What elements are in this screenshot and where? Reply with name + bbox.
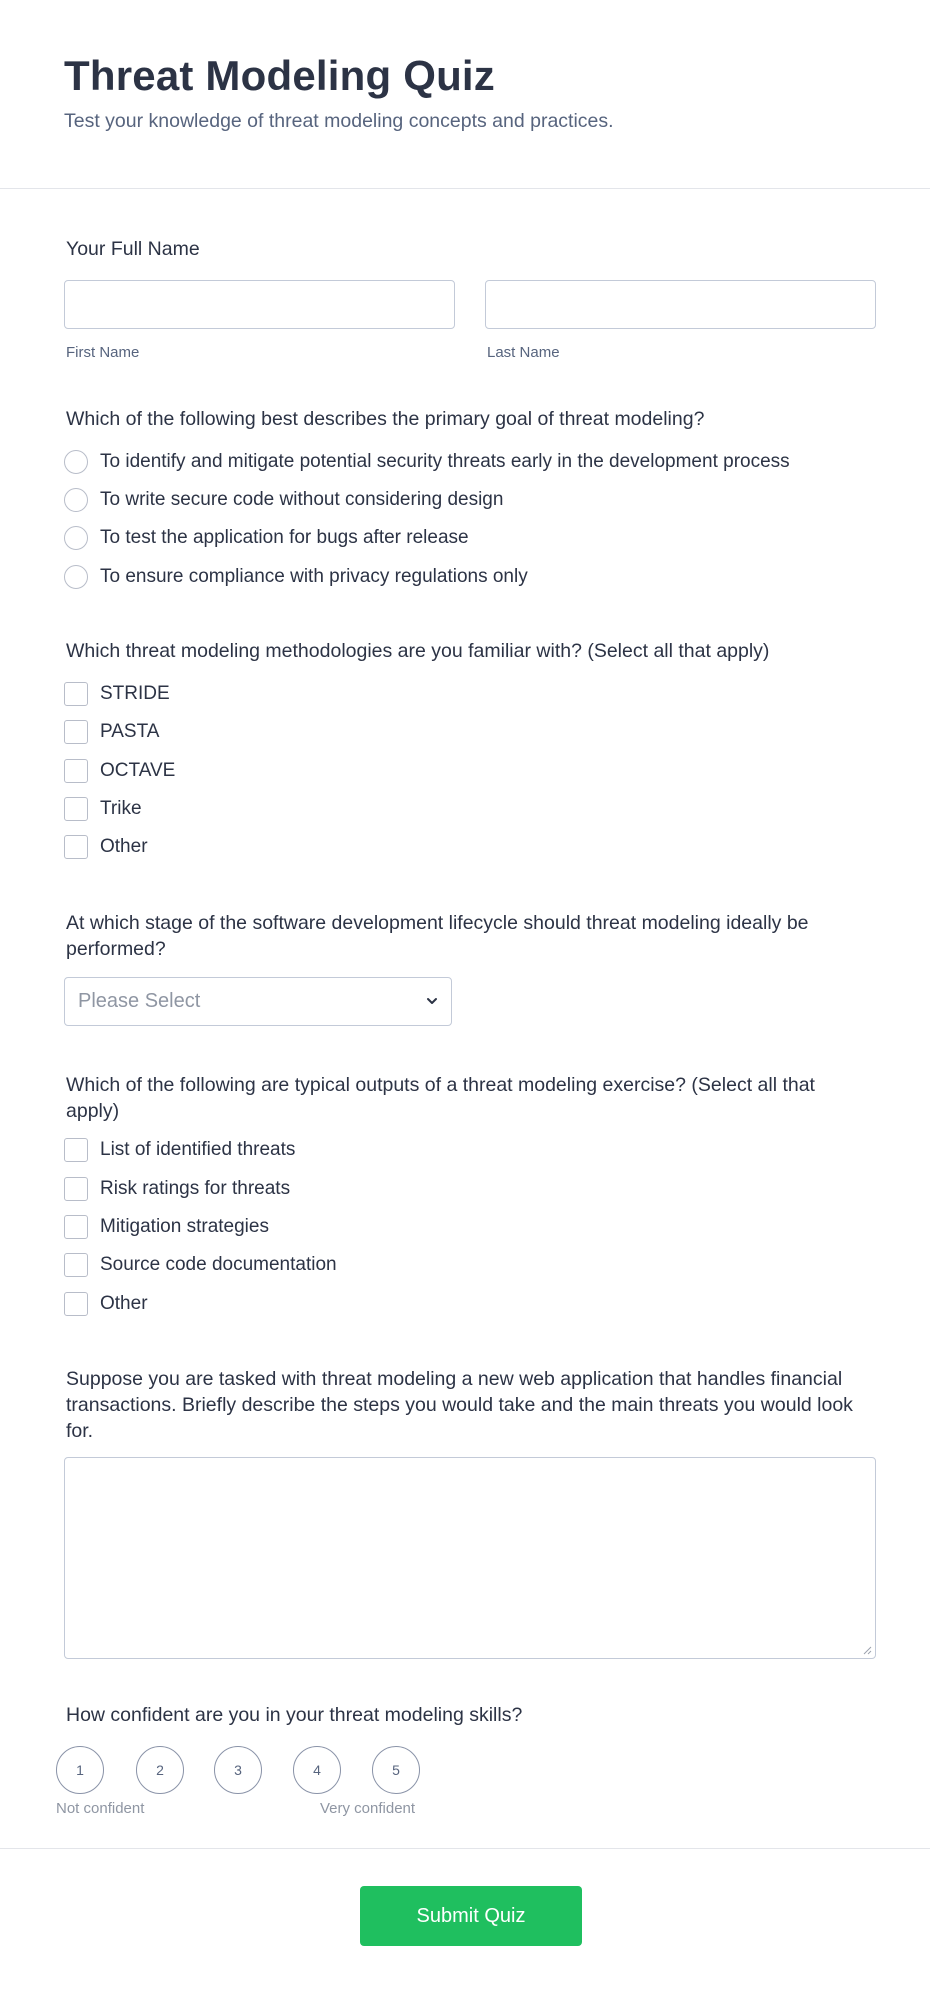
q5-label: Suppose you are tasked with threat modeling a new web application that handles financial transactions. Briefly describe the steps you would take and the main threats you would look for. bbox=[66, 1368, 853, 1442]
q1-option[interactable] bbox=[64, 486, 503, 514]
q2-option-label: STRIDE bbox=[100, 683, 170, 704]
q4-option[interactable] bbox=[64, 1251, 337, 1279]
last-name-sublabel: Last Name bbox=[487, 344, 560, 361]
q4-option-label: List of identified threats bbox=[100, 1139, 296, 1160]
checkbox[interactable] bbox=[64, 1177, 88, 1201]
q4-option-label: Source code documentation bbox=[100, 1254, 337, 1275]
form-header bbox=[0, 0, 930, 189]
q2-option-label: PASTA bbox=[100, 721, 160, 742]
q1-option-label: To identify and mitigate potential security threats early in the development process bbox=[100, 451, 790, 472]
q4-option-label: Mitigation strategies bbox=[100, 1216, 269, 1237]
sdlc-stage-dropdown[interactable] bbox=[64, 977, 452, 1026]
q1-option-label: To test the application for bugs after release bbox=[100, 527, 469, 548]
first-name-input[interactable] bbox=[64, 280, 455, 329]
scale-option-3[interactable]: 3 bbox=[214, 1746, 262, 1794]
q4-label: Which of the following are typical outputs of a threat modeling exercise? (Select all that apply) bbox=[66, 1074, 815, 1122]
dropdown-placeholder: Please Select bbox=[78, 990, 201, 1012]
radio-button[interactable] bbox=[64, 488, 88, 512]
q3-label: At which stage of the software development lifecycle should threat modeling ideally be performed? bbox=[66, 912, 809, 960]
scale-low-label: Not confident bbox=[56, 1800, 145, 1817]
q4-option[interactable] bbox=[64, 1290, 148, 1318]
q2-option[interactable] bbox=[64, 680, 170, 708]
q1-option-label: To write secure code without considering design bbox=[100, 489, 504, 510]
scale-option-4[interactable]: 4 bbox=[293, 1746, 341, 1794]
q2-option[interactable] bbox=[64, 718, 159, 746]
radio-button[interactable] bbox=[64, 565, 88, 589]
page-title: Threat Modeling Quiz bbox=[64, 52, 495, 99]
submit-quiz-button[interactable]: Submit Quiz bbox=[360, 1886, 582, 1946]
scale-option-2[interactable]: 2 bbox=[136, 1746, 184, 1794]
scale-high-label: Very confident bbox=[320, 1800, 416, 1817]
q2-option[interactable] bbox=[64, 833, 148, 861]
checkbox[interactable] bbox=[64, 1138, 88, 1162]
q2-option-label: OCTAVE bbox=[100, 760, 176, 781]
last-name-input[interactable] bbox=[485, 280, 876, 329]
checkbox[interactable] bbox=[64, 759, 88, 783]
full-name-label: Your Full Name bbox=[66, 238, 200, 260]
q2-option-label: Trike bbox=[100, 798, 142, 819]
first-name-sublabel: First Name bbox=[66, 344, 140, 361]
scale-option-5[interactable]: 5 bbox=[372, 1746, 420, 1794]
chevron-down-icon bbox=[425, 995, 439, 1007]
checkbox[interactable] bbox=[64, 835, 88, 859]
q4-option-label: Risk ratings for threats bbox=[100, 1178, 291, 1199]
q1-label: Which of the following best describes the primary goal of threat modeling? bbox=[66, 408, 705, 430]
footer-divider bbox=[0, 1848, 930, 1849]
q2-option-label: Other bbox=[100, 836, 148, 857]
checkbox[interactable] bbox=[64, 1292, 88, 1316]
q6-label: How confident are you in your threat modeling skills? bbox=[66, 1704, 523, 1726]
threat-model-steps-textarea[interactable] bbox=[64, 1457, 876, 1659]
checkbox[interactable] bbox=[64, 682, 88, 706]
resize-handle-icon[interactable] bbox=[862, 1645, 872, 1655]
checkbox[interactable] bbox=[64, 797, 88, 821]
q2-option[interactable] bbox=[64, 757, 175, 785]
q1-option[interactable] bbox=[64, 563, 528, 591]
q4-option[interactable] bbox=[64, 1213, 269, 1241]
q4-option-label: Other bbox=[100, 1293, 148, 1314]
scale-option-1[interactable]: 1 bbox=[56, 1746, 104, 1794]
page-subtitle: Test your knowledge of threat modeling concepts and practices. bbox=[64, 110, 614, 132]
radio-button[interactable] bbox=[64, 450, 88, 474]
radio-button[interactable] bbox=[64, 526, 88, 550]
q1-option[interactable] bbox=[64, 524, 469, 552]
checkbox[interactable] bbox=[64, 1215, 88, 1239]
q2-option[interactable] bbox=[64, 795, 142, 823]
q1-option-label: To ensure compliance with privacy regulations only bbox=[100, 566, 528, 587]
checkbox[interactable] bbox=[64, 1253, 88, 1277]
checkbox[interactable] bbox=[64, 720, 88, 744]
q4-option[interactable] bbox=[64, 1136, 295, 1164]
q2-label: Which threat modeling methodologies are you familiar with? (Select all that apply) bbox=[66, 640, 770, 662]
q4-option[interactable] bbox=[64, 1175, 290, 1203]
q1-option[interactable] bbox=[64, 448, 790, 476]
